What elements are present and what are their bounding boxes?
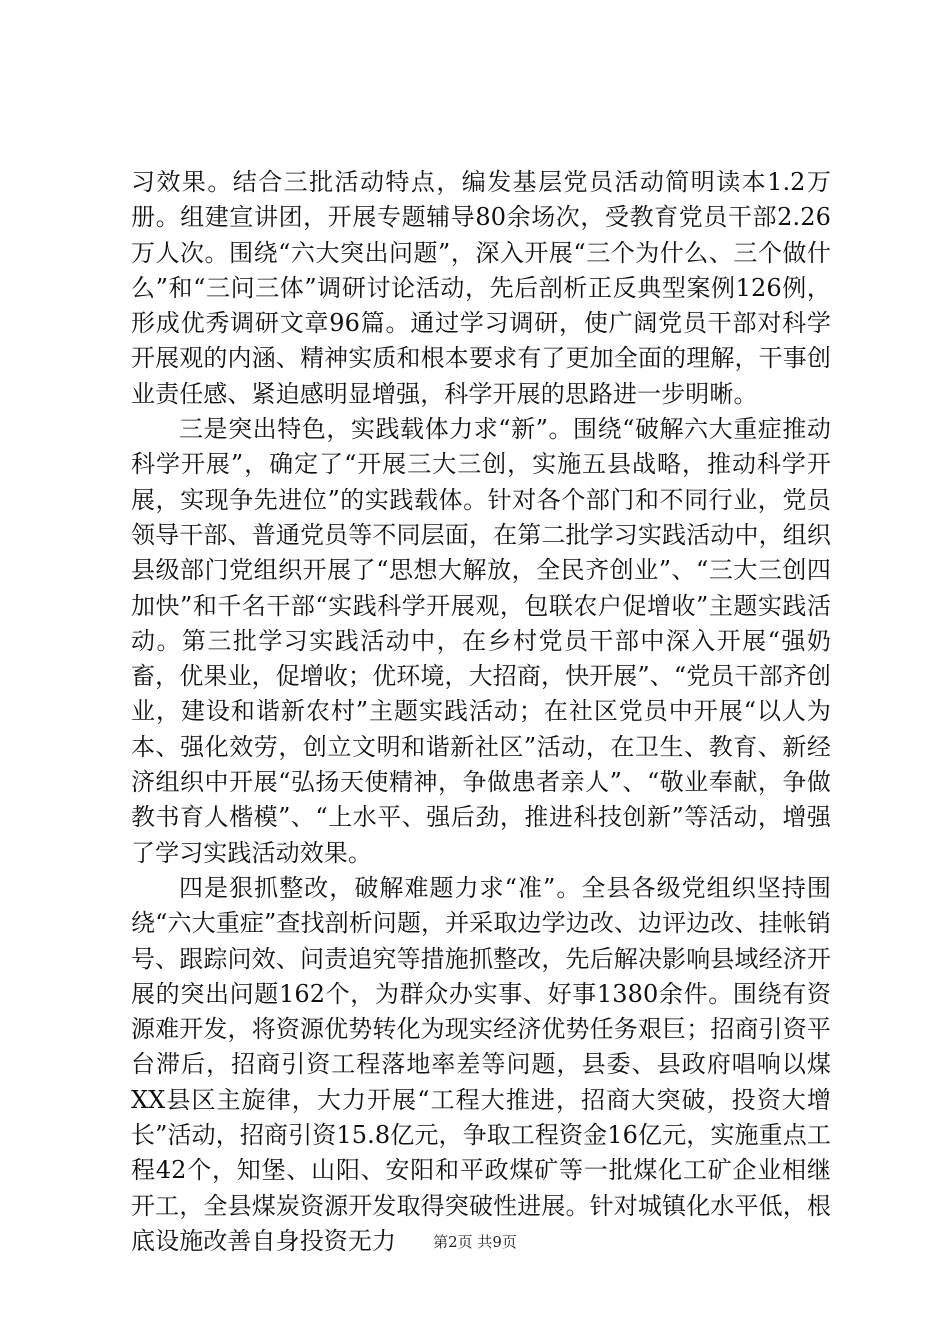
paragraph-rectification: 四是狠抓整改，破解难题力求“准”。全县各级党组织坚持围绕“六大重症”查找剖析问题，并采取边学边改、边评边改、挂帐销号、跟踪问效、问责追究等措施抓整改，先后解决影响县域经济开展的突出问题162个，为群众办实事、好事1380余件。围绕有资源难开发，将资源优势转化为现实经济优势任务艰巨；招商引资平台滞后，招商引资工程落地率差等问题，县委、县政府唱响以煤XX县区主旋律，大力开展“工程大推进，招商大突破，投资大增长”活动，招商引资15.8亿元，争取工程资金16亿元，实施重点工程42个，知堡、山阳、安阳和平政煤矿等一批煤化工矿企业相继开工，全县煤炭资源开发取得突破性进展。针对城镇化水平低，根底设施改善自身投资无力	[131, 873, 831, 1255]
paragraph-study-effect: 习效果。结合三批活动特点，编发基层党员活动简明读本1.2万册。组建宣讲团，开展专题辅导80余场次，受教育党员干部2.26万人次。围绕“六大突出问题”，深入开展“三个为什么、三个做什么”和“三问三体”调研讨论活动，先后剖析正反典型案例126例，形成优秀调研文章96篇。通过学习调研，使广阔党员干部对科学开展观的内涵、精神实质和根本要求有了更加全面的理解，干事创业责任感、紧迫感明显增强，科学开展的思路进一步明晰。	[131, 168, 831, 408]
document-body	[131, 165, 831, 1259]
paragraph-practice-carrier: 三是突出特色，实践载体力求“新”。围绕“破解六大重症推动科学开展”，确定了“开展三大三创，实施五县战略，推动科学开展，实现争先进位”的实践载体。针对各个部门和不同行业，党员领导干部、普通党员等不同层面，在第二批学习实践活动中，组织县级部门党组织开展了“思想大解放，全民齐创业”、“三大三创四加快”和千名干部“实践科学开展观，包联农户促增收”主题实践活动。第三批学习实践活动中，在乡村党员干部中深入开展“强奶畜，优果业，促增收；优环境，大招商，快开展”、“党员干部齐创业，建设和谐新农村”主题实践活动；在社区党员中开展“以人为本、强化效劳，创立文明和谐新社区”活动，在卫生、教育、新经济组织中开展“弘扬天使精神，争做患者亲人”、“敬业奉献，争做教书育人楷模”、“上水平、强后劲，推进科技创新”等活动，增强了学习实践活动效果。	[131, 415, 831, 867]
page-footer: 第2页 共9页	[433, 1233, 517, 1251]
